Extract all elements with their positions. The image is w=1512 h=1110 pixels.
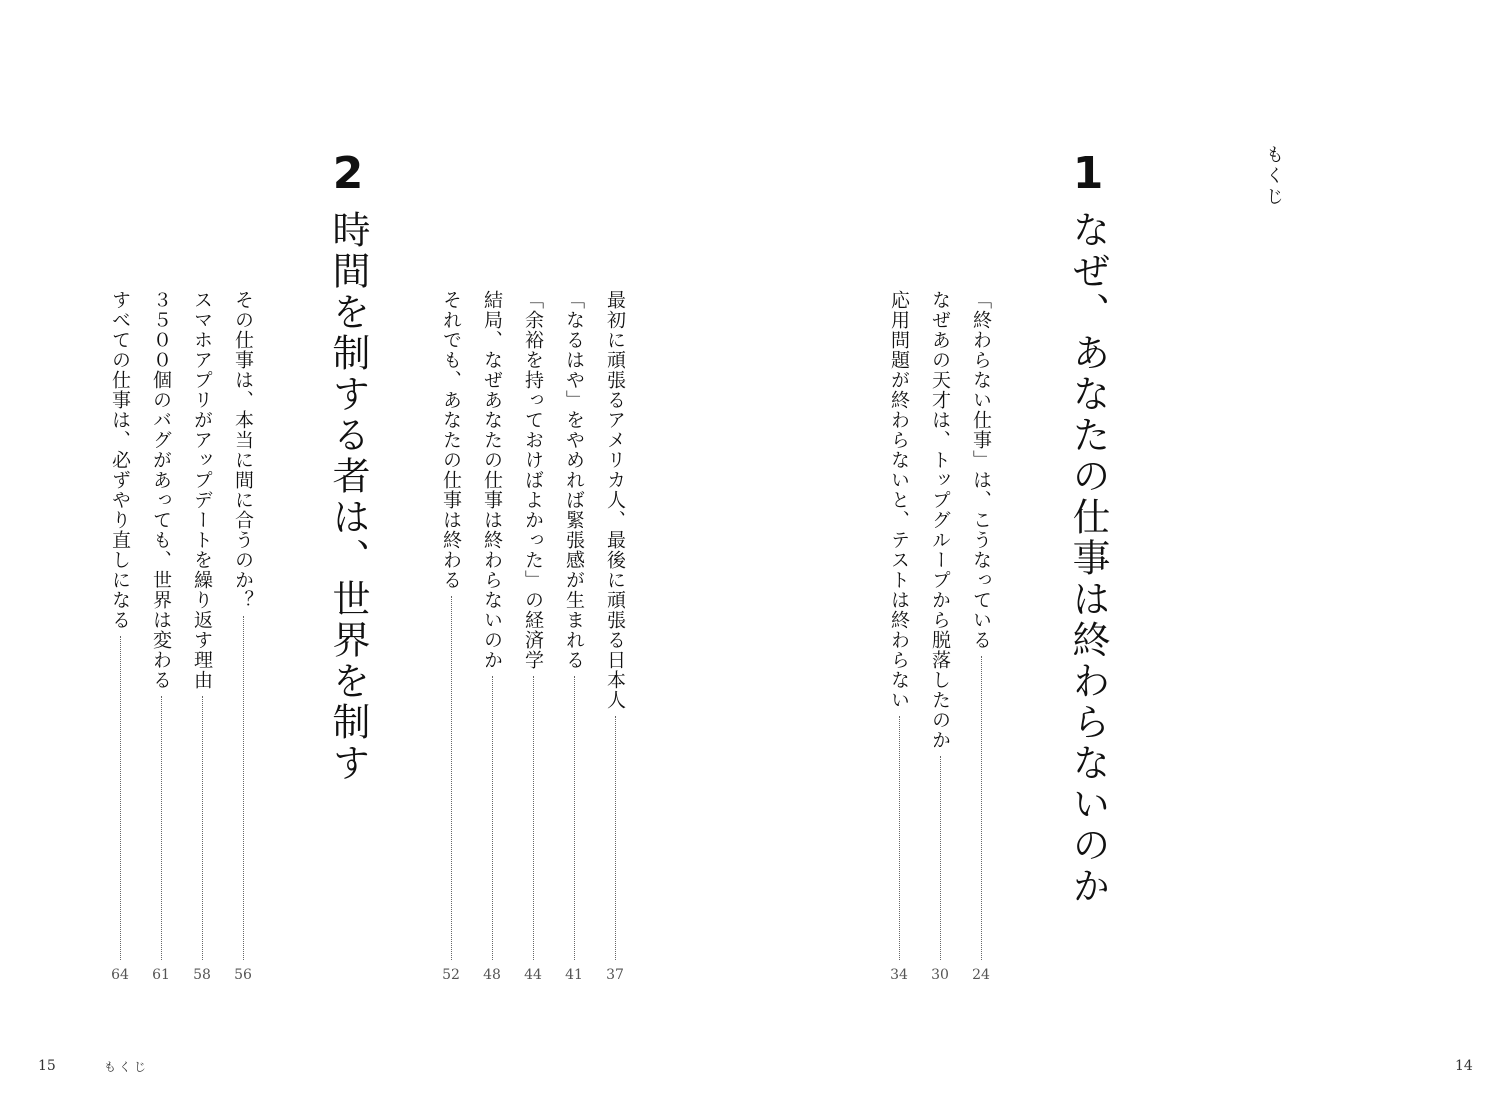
toc-entry[interactable] (563, 290, 585, 960)
toc-entry-text: なぜあの天才は、トップグループから脱落したのか (929, 290, 951, 750)
toc-entry-text: それでも、あなたの仕事は終わる (440, 290, 462, 590)
running-head: もくじ (104, 1060, 150, 1074)
chapter-1-number: 1 (1072, 148, 1104, 199)
dotted-leader (243, 616, 244, 960)
page-number: 44 (524, 967, 542, 983)
toc-entry[interactable] (150, 290, 172, 960)
page-number: 64 (111, 967, 129, 983)
page-number: 58 (193, 967, 211, 983)
dotted-leader (492, 676, 493, 960)
toc-entry-text: すべての仕事は、必ずやり直しになる (109, 290, 131, 630)
chapter-2-number: 2 (332, 148, 364, 199)
dotted-leader (161, 696, 162, 960)
page-number: 61 (152, 967, 170, 983)
page-number: 30 (931, 967, 949, 983)
toc-entry[interactable] (604, 290, 626, 960)
dotted-leader (899, 716, 900, 960)
page-number: 24 (972, 967, 990, 983)
chapter-2-title: 時間を制する者は、世界を制す (326, 210, 370, 784)
chapter-1-title: なぜ、あなたの仕事は終わらないのか (1066, 210, 1110, 907)
page-number: 41 (565, 967, 583, 983)
left-page-folio: 15 (38, 1058, 56, 1074)
toc-entry-text: 結局、なぜあなたの仕事は終わらないのか (481, 290, 503, 670)
toc-entry[interactable] (191, 290, 213, 960)
page-number: 37 (606, 967, 624, 983)
toc-entry[interactable] (929, 290, 951, 960)
toc-entry[interactable] (109, 290, 131, 960)
toc-entry-text: 応用問題が終わらないと、テストは終わらない (888, 290, 910, 710)
toc-entry-text: その仕事は、本当に間に合うのか？ (232, 290, 254, 610)
dotted-leader (615, 716, 616, 960)
toc-entry[interactable] (970, 290, 992, 960)
toc-entry[interactable] (232, 290, 254, 960)
dotted-leader (574, 676, 575, 960)
page-number: 56 (234, 967, 252, 983)
toc-entry-text: 「なるはや」をやめれば緊張感が生まれる (563, 290, 585, 670)
toc-entry[interactable] (522, 290, 544, 960)
right-page-folio: 14 (1455, 1058, 1473, 1074)
toc-entry-text: ３５００個のバグがあっても、世界は変わる (150, 290, 172, 690)
toc-entry-text: 「終わらない仕事」は、こうなっている (970, 290, 992, 650)
toc-label: もくじ (1263, 145, 1284, 208)
dotted-leader (202, 696, 203, 960)
dotted-leader (533, 676, 534, 960)
toc-entry-text: 「余裕を持っておけばよかった」の経済学 (522, 290, 544, 670)
page-number: 52 (442, 967, 460, 983)
toc-entry[interactable] (888, 290, 910, 960)
page-number: 34 (890, 967, 908, 983)
toc-entry[interactable] (440, 290, 462, 960)
dotted-leader (940, 756, 941, 960)
toc-entry-text: 最初に頑張るアメリカ人、最後に頑張る日本人 (604, 290, 626, 710)
page-number: 48 (483, 967, 501, 983)
toc-entry-text: スマホアプリがアップデートを繰り返す理由 (191, 290, 213, 690)
dotted-leader (120, 636, 121, 960)
dotted-leader (451, 596, 452, 960)
toc-entry[interactable] (481, 290, 503, 960)
dotted-leader (981, 656, 982, 960)
